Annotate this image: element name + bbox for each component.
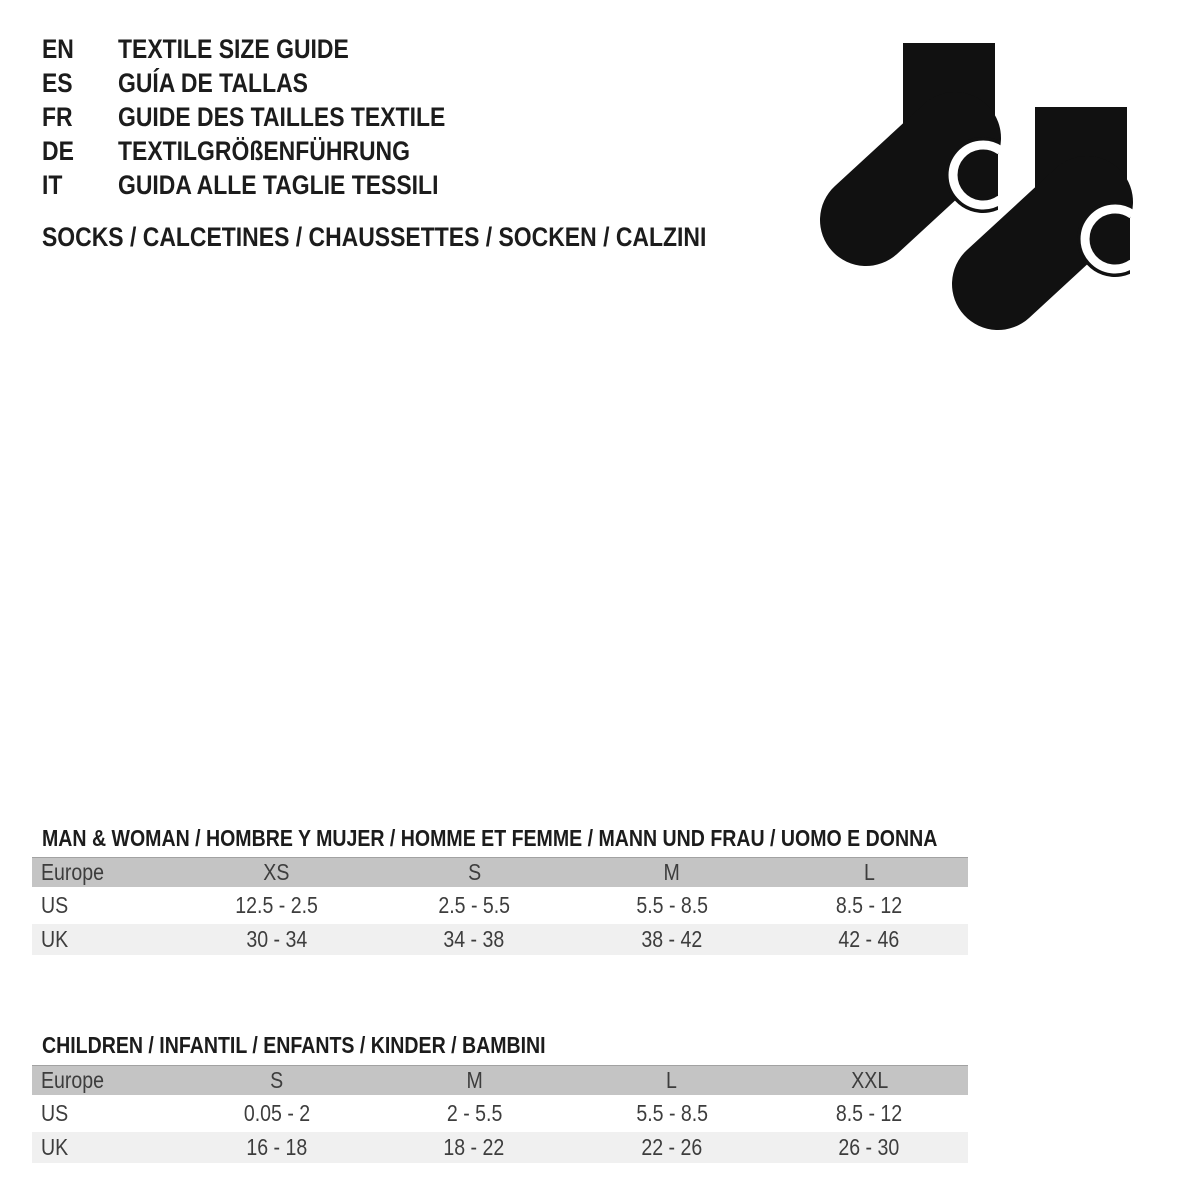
size-value-text: 8.5 - 12 bbox=[836, 892, 903, 919]
row-label-text: US bbox=[41, 1100, 69, 1127]
column-header-l bbox=[771, 858, 969, 889]
column-header-text: Europe bbox=[41, 859, 105, 885]
size-table-children bbox=[32, 1065, 968, 1163]
table-header-row bbox=[32, 1066, 968, 1097]
size-value-cell bbox=[573, 923, 771, 955]
guide-title-en: TEXTILE SIZE GUIDE bbox=[118, 34, 349, 64]
product-category-text: SOCKS / CALCETINES / CHAUSSETTES / SOCKEN / CALZINI bbox=[42, 222, 707, 252]
size-value-text: 5.5 - 8.5 bbox=[635, 1100, 708, 1127]
column-header-text: L bbox=[666, 1067, 678, 1093]
size-value-text: 42 - 46 bbox=[838, 925, 900, 952]
size-value-text: 26 - 30 bbox=[838, 1133, 900, 1160]
size-value-text: 38 - 42 bbox=[641, 925, 703, 952]
table-row-us bbox=[32, 1097, 968, 1131]
size-value-cell bbox=[376, 1131, 574, 1163]
size-value-text: 22 - 26 bbox=[641, 1133, 703, 1160]
row-label-cell bbox=[32, 923, 178, 955]
size-value-cell bbox=[573, 1131, 771, 1163]
column-header-text: L bbox=[863, 859, 875, 885]
table-row-uk bbox=[32, 1131, 968, 1163]
size-value-cell bbox=[178, 1131, 376, 1163]
row-label-text: UK bbox=[41, 925, 69, 952]
socks-icon bbox=[800, 30, 1140, 350]
row-label-cell bbox=[32, 889, 178, 923]
column-header-region bbox=[32, 858, 178, 889]
size-value-text: 5.5 - 8.5 bbox=[635, 892, 708, 919]
column-header-text: XS bbox=[263, 859, 290, 885]
table-title-children bbox=[42, 1033, 634, 1057]
size-value-cell bbox=[376, 1097, 574, 1131]
guide-title-de: TEXTILGRÖßENFÜHRUNG bbox=[118, 136, 410, 166]
row-label-text: US bbox=[41, 892, 69, 919]
column-header-text: M bbox=[466, 1067, 483, 1093]
column-header-s bbox=[178, 1066, 376, 1097]
language-row-es bbox=[42, 66, 503, 100]
size-value-cell bbox=[178, 1097, 376, 1131]
language-row-it bbox=[42, 168, 503, 202]
size-value-cell bbox=[178, 923, 376, 955]
size-value-cell bbox=[376, 923, 574, 955]
row-label-cell bbox=[32, 1131, 178, 1163]
size-value-cell bbox=[573, 1097, 771, 1131]
table-header-row bbox=[32, 858, 968, 889]
size-value-text: 2.5 - 5.5 bbox=[438, 892, 511, 919]
size-value-cell bbox=[573, 889, 771, 923]
column-header-region bbox=[32, 1066, 178, 1097]
product-category-line bbox=[42, 222, 824, 252]
size-value-cell bbox=[376, 889, 574, 923]
column-header-m bbox=[376, 1066, 574, 1097]
table-title-man-woman-text: MAN & WOMAN / HOMBRE Y MUJER / HOMME ET FEMME / MANN UND FRAU / UOMO E DONNA bbox=[42, 825, 938, 851]
size-value-text: 12.5 - 2.5 bbox=[235, 892, 319, 919]
size-value-text: 34 - 38 bbox=[443, 925, 505, 952]
size-value-text: 2 - 5.5 bbox=[446, 1100, 502, 1127]
size-table-man-woman bbox=[32, 857, 968, 955]
column-header-l bbox=[573, 1066, 771, 1097]
size-value-cell bbox=[771, 923, 969, 955]
language-row-en bbox=[42, 32, 503, 66]
language-code: FR bbox=[42, 102, 73, 132]
guide-title-fr: GUIDE DES TAILLES TEXTILE bbox=[118, 102, 446, 132]
row-label-text: UK bbox=[41, 1133, 69, 1160]
language-code: ES bbox=[42, 68, 73, 98]
table-title-children-text: CHILDREN / INFANTIL / ENFANTS / KINDER / BAMBINI bbox=[42, 1032, 546, 1058]
column-header-text: XXL bbox=[850, 1067, 888, 1093]
size-value-cell bbox=[178, 889, 376, 923]
column-header-xxl bbox=[771, 1066, 969, 1097]
size-value-cell bbox=[771, 1097, 969, 1131]
table-row-us bbox=[32, 889, 968, 923]
guide-title-es: GUÍA DE TALLAS bbox=[118, 68, 308, 98]
table-title-man-woman bbox=[42, 826, 1095, 850]
column-header-text: M bbox=[663, 859, 680, 885]
size-value-cell bbox=[771, 1131, 969, 1163]
language-code: EN bbox=[42, 34, 74, 64]
column-header-text: S bbox=[270, 1067, 284, 1093]
language-row-de bbox=[42, 134, 503, 168]
size-value-text: 16 - 18 bbox=[246, 1133, 308, 1160]
column-header-m bbox=[573, 858, 771, 889]
guide-title-it: GUIDA ALLE TAGLIE TESSILI bbox=[118, 170, 439, 200]
size-value-cell bbox=[771, 889, 969, 923]
column-header-xs bbox=[178, 858, 376, 889]
column-header-s bbox=[376, 858, 574, 889]
language-code: IT bbox=[42, 170, 63, 200]
column-header-text: Europe bbox=[41, 1067, 105, 1093]
row-label-cell bbox=[32, 1097, 178, 1131]
language-code: DE bbox=[42, 136, 74, 166]
language-row-fr bbox=[42, 100, 503, 134]
size-value-text: 0.05 - 2 bbox=[243, 1100, 310, 1127]
language-title-list bbox=[42, 32, 503, 202]
size-value-text: 30 - 34 bbox=[246, 925, 308, 952]
size-value-text: 8.5 - 12 bbox=[836, 1100, 903, 1127]
column-header-text: S bbox=[467, 859, 481, 885]
size-value-text: 18 - 22 bbox=[443, 1133, 505, 1160]
table-row-uk bbox=[32, 923, 968, 955]
